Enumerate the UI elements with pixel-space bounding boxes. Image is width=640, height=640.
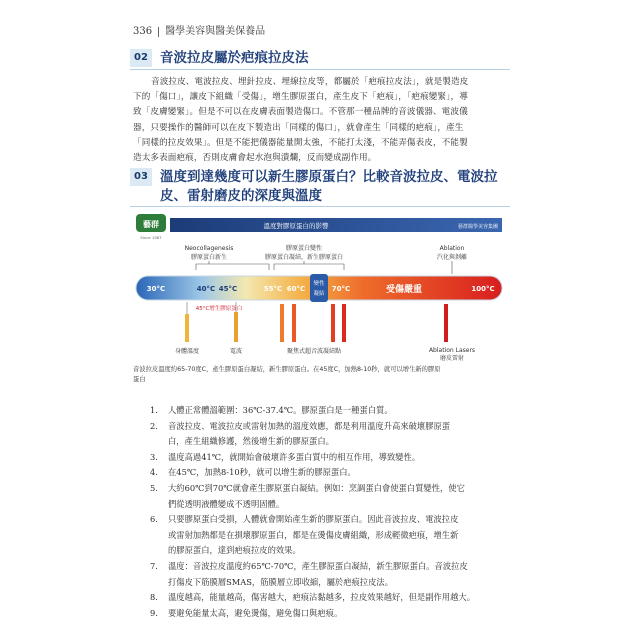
list-item — [150, 403, 510, 419]
label-ablation-zh: 磨皮雷射 — [439, 355, 465, 362]
temp-30: 30°C — [146, 285, 166, 293]
temp-100: 100°C — [471, 285, 495, 293]
ablation-zh: 汽化與剝離 — [436, 254, 468, 261]
paragraph-line: 音波拉皮、電波拉皮、埋針拉皮、埋線拉皮等，都屬於「疤痕拉皮法」，就是製造皮 — [151, 77, 469, 87]
list-line: 人體正常體溫範圍：36℃-37.4℃。膠原蛋白是一種蛋白質。 — [168, 405, 393, 415]
list-number: 7. — [150, 560, 158, 571]
logo-sub: Since 1987 — [140, 235, 162, 240]
label-rf: 電波 — [229, 348, 243, 355]
header-divider — [158, 27, 159, 37]
ablation-en: Ablation — [439, 245, 465, 252]
paragraph-line: 「同樣的拉皮效果」。但是不能把儀器能量開太強，不能打太淺，不能弄傷表皮，不能製 — [133, 137, 468, 148]
list-number: 9. — [150, 607, 158, 618]
page-number: 336 — [133, 26, 153, 37]
list-item — [150, 465, 510, 481]
label-hifu: 聚焦式超音波凝結點 — [286, 348, 342, 355]
section-title: 音波拉皮屬於疤痕拉皮法 — [160, 50, 309, 66]
temp-60: 60°C — [286, 285, 306, 293]
brand-name: 藝群醫學美容集團 — [457, 224, 498, 230]
section-number: 02 — [130, 49, 152, 67]
section-title — [160, 168, 498, 206]
neocollagenesis-zh: 膠原蛋白新生 — [190, 254, 228, 261]
temp-45: 45°C — [218, 285, 238, 293]
severe-label: 受傷嚴重 — [385, 285, 423, 295]
list-number: 6. — [150, 514, 158, 525]
diagram-svg — [134, 212, 504, 362]
list-item — [150, 450, 510, 466]
list-number: 1. — [150, 405, 158, 415]
denature-badge — [310, 274, 328, 302]
list-line: 只要膠原蛋白受損，人體就會開始產生新的膠原蛋白。因此音波拉皮、電波拉皮 — [168, 514, 459, 525]
list-number: 2. — [150, 420, 158, 431]
list-line: 在45℃，加熱8-10秒，就可以增生新的膠原蛋白。 — [168, 467, 356, 478]
list-number: 8. — [150, 592, 158, 603]
paragraph-line: 造太多表面疤痕，否則皮膚會起水泡與潰爛，反而變成副作用。 — [133, 153, 377, 164]
caption-line: 音波拉皮溫度約65-70度C，產生膠原蛋白凝結，新生膠原蛋白。在45度C，加熱8-10秒，就可以增生新的膠原 — [133, 366, 441, 373]
logo-text: 藝群 — [143, 220, 159, 229]
section-heading — [130, 49, 510, 70]
neocollagenesis-en: Neocollagenesis — [184, 245, 234, 252]
list-item — [150, 481, 510, 512]
bracket-lines — [196, 261, 452, 274]
list-item — [150, 590, 510, 606]
section-heading — [130, 168, 510, 207]
list-item — [150, 512, 510, 559]
list-line: 溫度越高，能量越高，傷害越大，疤痕沾黏越多，拉皮效果越好，但是副作用越大。 — [168, 592, 475, 603]
list-item — [150, 559, 510, 590]
section-title-line: 溫度到達幾度可以新生膠原蛋白？比較音波拉皮、電波拉 — [160, 169, 498, 185]
list-line: 白，產生組織修護，然後增生新的膠原蛋白。 — [168, 436, 334, 447]
label-body-temp: 身體溫度 — [174, 348, 200, 355]
section-title-line: 皮、雷射磨皮的深度與溫度 — [160, 188, 322, 204]
list-number: 4. — [150, 467, 158, 478]
list-line: 要避免能量太高，避免燙傷，避免傷口與疤痕。 — [168, 607, 343, 618]
banner-title: 溫度對膠原蛋白的影響 — [263, 222, 329, 230]
list-number: 5. — [150, 482, 158, 493]
denature-badge-2: 凝結 — [313, 291, 325, 297]
list-line: 們從透明液體變成不透明固體。 — [168, 498, 285, 509]
list-line: 溫度：音波拉皮溫度約65℃-70℃，產生膠原蛋白凝結，新生膠原蛋白。音波拉皮 — [168, 560, 468, 571]
denature-label-2: 膠原蛋白凝結，新生膠原蛋白 — [264, 254, 344, 261]
section-paragraph — [133, 75, 505, 166]
numbered-list — [150, 403, 510, 621]
list-line: 或雷射加熱都是在損壞膠原蛋白，都是在燙傷皮膚組織，形成輕微疤痕，增生新 — [168, 529, 459, 540]
diagram-caption — [133, 365, 503, 385]
list-line: 音波拉皮、電波拉皮或雷射加熱的溫度效應，都是利用溫度升高來破壞膠原蛋 — [168, 420, 451, 431]
paragraph-line: 器，只要操作的醫師可以在皮下製造出「同樣的傷口」，就會產生「同樣的疤痕」，產生 — [133, 122, 464, 133]
temp-40: 40°C — [196, 285, 216, 293]
paragraph-line: 下的「傷口」，讓皮下組織「受傷」，增生膠原蛋白，產生皮下「疤痕」，「疤痕變緊」，導 — [133, 92, 468, 103]
caption-line: 蛋白 — [133, 376, 146, 383]
denature-badge-1: 變性 — [313, 281, 325, 287]
list-line: 打傷皮下筋膜層SMAS，筋膜層立即收縮，屬於疤痕拉皮法。 — [168, 576, 393, 587]
label-ablation-en: Ablation Lasers — [428, 347, 476, 354]
list-line: 大約60℃到70℃就會產生膠原蛋白凝結。例如：烹調蛋白會使蛋白質變性，使它 — [168, 482, 465, 493]
banner-bar — [170, 218, 502, 232]
list-item — [150, 419, 510, 450]
denature-label-1: 膠原蛋白變性 — [285, 245, 323, 252]
note-45: 45°C增生膠原蛋白 — [195, 306, 243, 312]
temperature-diagram — [134, 212, 504, 362]
book-title: 醫學美容與醫美保養品 — [165, 26, 266, 37]
temp-70: 70°C — [331, 285, 351, 293]
list-line: 的膠原蛋白，達到疤痕拉皮的效果。 — [168, 545, 301, 556]
logo — [136, 214, 166, 240]
section-number: 03 — [130, 168, 152, 186]
list-number: 3. — [150, 451, 158, 462]
list-item — [150, 606, 510, 622]
page-header — [133, 22, 265, 37]
paragraph-line: 致「皮膚變緊」。但是不可以在皮膚表面製造傷口。不管那一種品牌的音波儀器、電波儀 — [133, 107, 468, 118]
temp-55: 55°C — [263, 285, 283, 293]
list-line: 溫度高過41℃，就開始會破壞許多蛋白質中的相互作用，導致變性。 — [168, 451, 421, 462]
